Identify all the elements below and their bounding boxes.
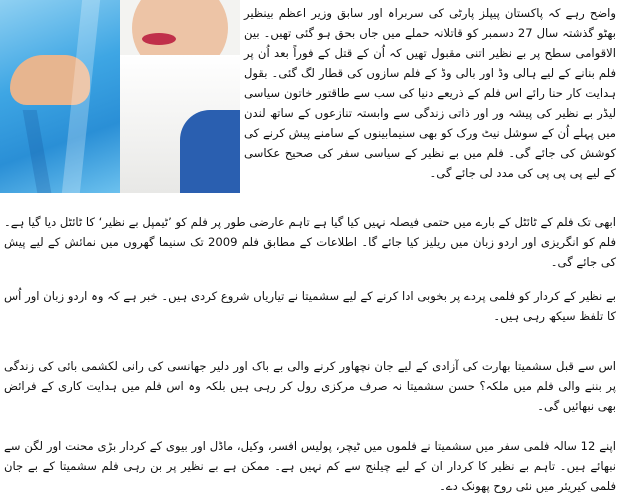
photo-fold — [23, 110, 52, 193]
news-photo — [0, 0, 240, 193]
article-paragraph: بے نظیر کے کردار کو فلمی پردے پر بخوبی ادا کرنے کے لیے سشمیتا نے تیاریاں شروع کردی ہیں۔ خبر ہے کہ وہ اردو زبان اور اُس کا تلفظ سیکھ رہی ہیں۔ — [4, 289, 616, 323]
photo-blue-shirt — [180, 110, 240, 193]
article-paragraph: واضح رہے کہ پاکستان پیپلز پارٹی کی سربراہ اور سابق وزیر اعظم بینظیر بھٹو گذشتہ سال 27 دسمبر کو قاتلانہ حملے میں جاں بحق ہو گئی تھیں۔ بین الاقوامی سطح پر بے نظیر اتنی مقبول تھیں کہ اُن کے قتل کے فوراً بعد اُن پر فلم بنانے کے لیے ہالی وڈ اور بالی وڈ کے فلم سازوں کی قطار لگ گئی۔ بقول ہدایت کار حنا رائے اس فلم کے ذریعے دنیا کی سب سے طاقتور خاتون سیاسی لیڈر بے نظیر کی پیشہ ور اور ذاتی زندگی سے وابستہ تنازعوں کے ساتھ لندن میں پہلے اُن کے سوشل نیٹ ورک کو بھی سنیمابینوں کے سامنے پیش کرنے کی کوشش کی جائے گی۔ فلم میں بے نظیر کے سیاسی سفر کی صحیح عکاسی کے لیے پی پی پی کی مدد لی جائے گی۔ — [244, 6, 616, 180]
article-paragraph: ابھی تک فلم کے ٹائٹل کے بارے میں حتمی فیصلہ نہیں کیا گیا ہے تاہم عارضی طور پر فلم کو ’ٹیمپل بے نظیر‘ کا ٹائٹل دیا گیا ہے۔ فلم کو انگریزی اور اردو زبان میں ریلیز کیا جائے گا۔ اطلاعات کے مطابق فلم 2009 تک سنیما گھروں میں نمائش کے لیے پیش کی جائے گی۔ — [4, 215, 616, 269]
photo-lips — [142, 33, 176, 45]
photo-portrait — [120, 0, 240, 193]
photo-blue-saree — [0, 0, 120, 193]
article-paragraph: اپنے 12 سالہ فلمی سفر میں سشمیتا نے فلموں میں ٹیچر، پولیس افسر، وکیل، ماڈل اور بیوی کے کردار بڑی محنت اور لگن سے نبھائے ہیں۔ تاہم بے نظیر کا کردار ان کے لیے چیلنج سے کم نہیں ہے۔ ممکن ہے بے نظیر پر بن رہی فلم سشمیتا کے بے جان فلمی کیریئر میں نئی روح پھونک دے۔ — [4, 439, 616, 493]
article-paragraph: اس سے قبل سشمیتا بھارت کی آزادی کے لیے جان نچھاور کرنے والی بے باک اور دلیر جھانسی کی رانی لکشمی بائی کی زندگی پر بننے والی فلم میں ملکہ؟ حسن سشمیتا نہ صرف مرکزی رول کر رہی ہیں بلکہ وہ اس فلم میں ہدایت کاری کے فرائض بھی نبھائیں گی۔ — [4, 359, 616, 413]
